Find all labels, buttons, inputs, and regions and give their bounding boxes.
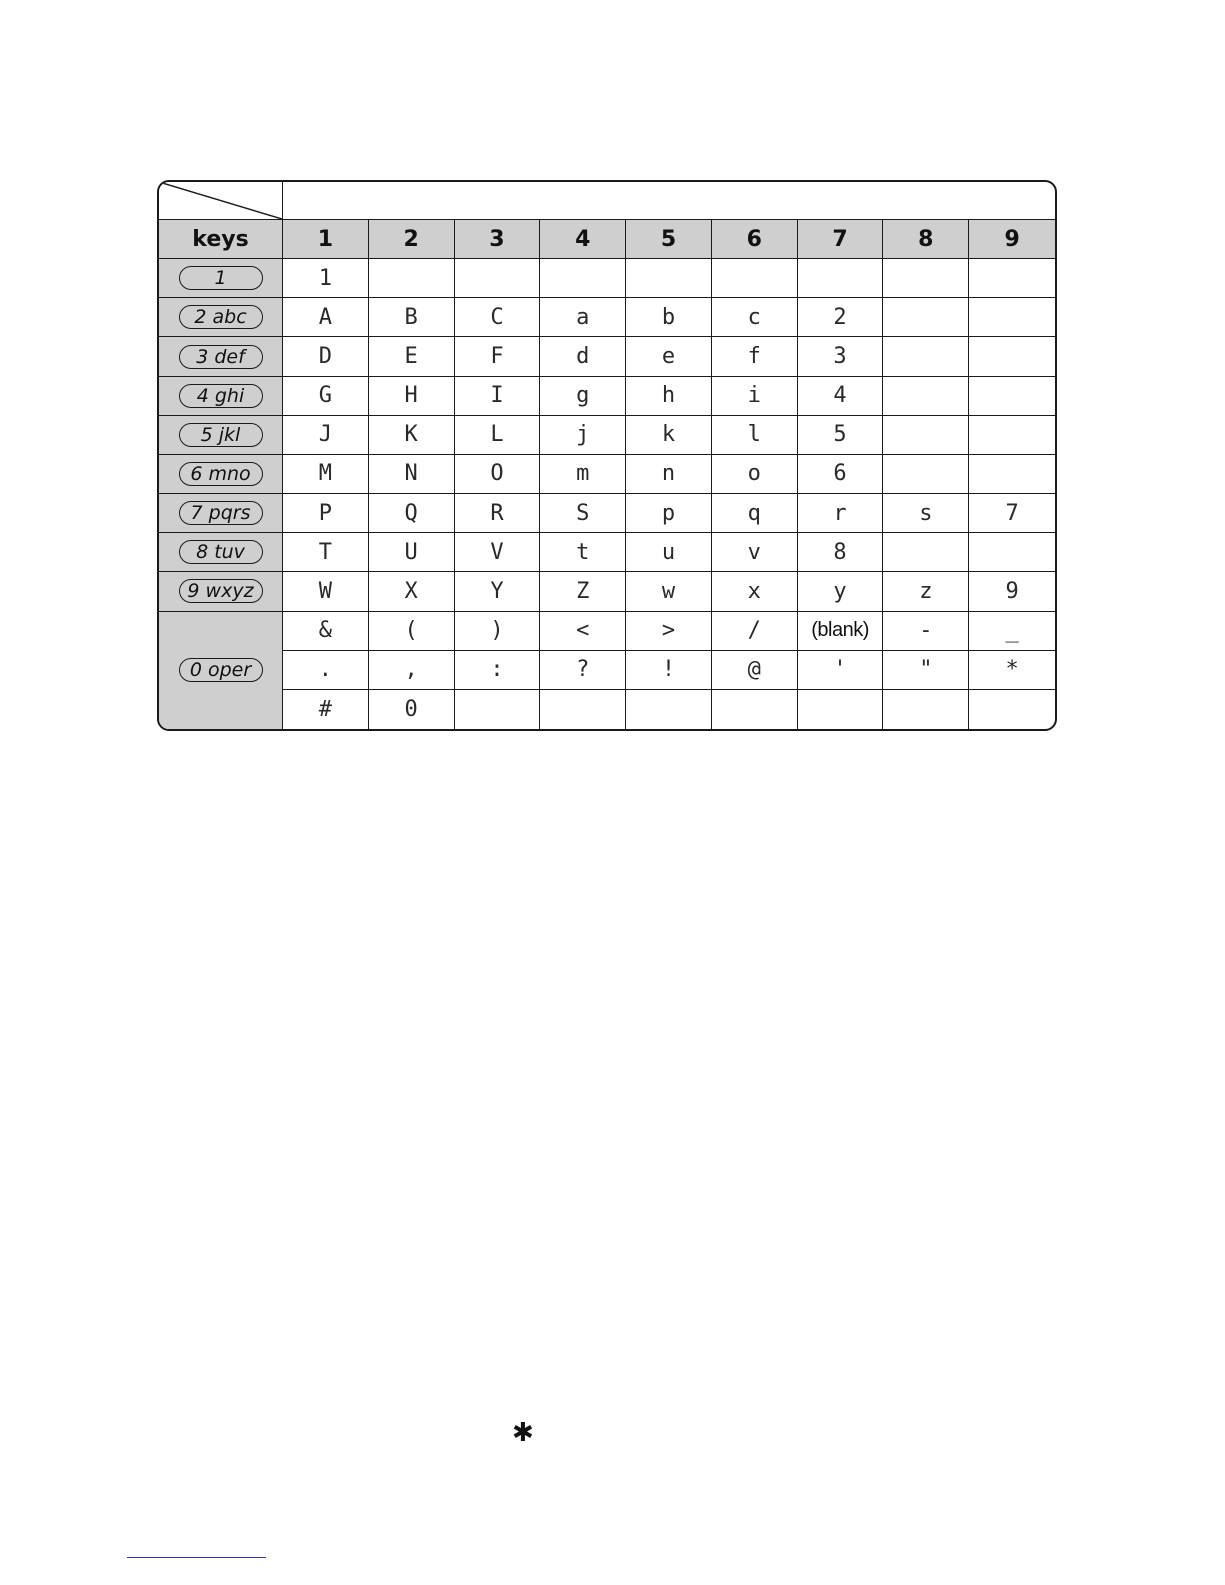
char-cell: b [626,298,712,337]
char-cell: ? [540,651,626,690]
char-cell [969,259,1055,298]
char-cell: Y [455,572,541,611]
char-cell: C [455,298,541,337]
char-cell: : [455,651,541,690]
char-cell [883,337,969,376]
char-cell: Z [540,572,626,611]
char-cell: M [283,455,369,494]
char-cell [969,690,1055,729]
char-cell: D [283,337,369,376]
char-cell: / [712,612,798,651]
char-cell: F [455,337,541,376]
char-cell: 4 [798,377,884,416]
press-count-header: 9 [969,220,1055,259]
key-cell-1 [159,259,283,298]
table-corner [159,182,283,220]
press-count-header: 6 [712,220,798,259]
char-cell: ! [626,651,712,690]
char-cell [969,416,1055,455]
char-cell [369,259,455,298]
char-cell: B [369,298,455,337]
char-cell: f [712,337,798,376]
char-cell: _ [969,612,1055,651]
key-cell-2 [159,298,283,337]
char-cell: g [540,377,626,416]
key-cell-0 [159,612,283,729]
key-1-button: 1 [179,266,263,290]
table-title-blank [283,182,1055,220]
key-9-button: 9 wxyz [179,579,263,603]
char-cell: H [369,377,455,416]
key-3-button: 3 def [179,345,263,369]
char-cell: X [369,572,455,611]
char-cell [969,533,1055,572]
press-count-header: 2 [369,220,455,259]
char-cell: > [626,612,712,651]
char-cell: S [540,494,626,533]
char-cell [712,259,798,298]
char-cell: 6 [798,455,884,494]
char-cell: P [283,494,369,533]
char-cell: E [369,337,455,376]
char-cell: U [369,533,455,572]
char-cell [883,533,969,572]
char-cell [455,690,541,729]
char-cell: 3 [798,337,884,376]
char-cell: K [369,416,455,455]
char-cell: c [712,298,798,337]
char-cell: A [283,298,369,337]
char-cell: e [626,337,712,376]
char-cell: w [626,572,712,611]
char-cell: 8 [798,533,884,572]
key-8-button: 8 tuv [179,540,263,564]
char-cell: ( [369,612,455,651]
char-cell: 7 [969,494,1055,533]
char-cell [712,690,798,729]
char-cell [883,259,969,298]
char-cell: h [626,377,712,416]
char-cell: N [369,455,455,494]
char-cell: k [626,416,712,455]
char-cell: ) [455,612,541,651]
char-cell: # [283,690,369,729]
char-cell [626,690,712,729]
char-cell: V [455,533,541,572]
char-cell [883,416,969,455]
char-cell [798,690,884,729]
press-count-header: 5 [626,220,712,259]
char-cell: W [283,572,369,611]
press-count-header: 4 [540,220,626,259]
corner-diagonal-line [159,182,282,219]
char-cell-blank-label: (blank) [798,612,884,651]
key-0-button: 0 oper [179,658,263,682]
char-cell: 9 [969,572,1055,611]
character-entry-table [157,180,1057,731]
char-cell [455,259,541,298]
char-cell: T [283,533,369,572]
char-cell: d [540,337,626,376]
press-count-header: 3 [455,220,541,259]
key-2-button: 2 abc [179,305,263,329]
key-cell-5 [159,416,283,455]
char-cell: v [712,533,798,572]
key-cell-4 [159,377,283,416]
char-cell: @ [712,651,798,690]
char-cell: p [626,494,712,533]
asterisk-icon: ✱ [512,1418,534,1448]
char-cell [969,455,1055,494]
char-cell: L [455,416,541,455]
char-cell [969,337,1055,376]
press-count-header: 7 [798,220,884,259]
char-cell [883,690,969,729]
char-cell: z [883,572,969,611]
char-cell: m [540,455,626,494]
key-cell-3 [159,337,283,376]
press-count-header: 1 [283,220,369,259]
char-cell: 2 [798,298,884,337]
key-7-button: 7 pqrs [179,501,263,525]
char-cell: l [712,416,798,455]
key-4-button: 4 ghi [179,384,263,408]
char-cell: & [283,612,369,651]
char-cell: O [455,455,541,494]
key-cell-6 [159,455,283,494]
footer-divider [127,1557,266,1558]
char-cell: G [283,377,369,416]
char-cell: , [369,651,455,690]
char-cell: o [712,455,798,494]
char-cell: u [626,533,712,572]
char-cell [883,455,969,494]
char-cell [969,377,1055,416]
char-cell: I [455,377,541,416]
char-cell: q [712,494,798,533]
char-cell: R [455,494,541,533]
char-cell [540,690,626,729]
char-cell: 0 [369,690,455,729]
char-cell: 1 [283,259,369,298]
char-cell: x [712,572,798,611]
char-cell: s [883,494,969,533]
char-cell: Q [369,494,455,533]
key-cell-8 [159,533,283,572]
char-cell [969,298,1055,337]
char-cell: * [969,651,1055,690]
char-cell: " [883,651,969,690]
key-cell-7 [159,494,283,533]
char-cell: j [540,416,626,455]
char-cell: a [540,298,626,337]
char-cell: t [540,533,626,572]
char-cell: < [540,612,626,651]
char-cell [883,298,969,337]
char-cell: i [712,377,798,416]
char-cell: 5 [798,416,884,455]
char-cell: n [626,455,712,494]
key-5-button: 5 jkl [179,423,263,447]
char-cell: - [883,612,969,651]
char-cell: ' [798,651,884,690]
press-count-header: 8 [883,220,969,259]
char-cell: y [798,572,884,611]
char-cell [540,259,626,298]
char-cell: r [798,494,884,533]
char-cell [883,377,969,416]
key-6-button: 6 mno [179,462,263,486]
char-cell: J [283,416,369,455]
keys-header: keys [159,220,283,259]
char-cell [798,259,884,298]
key-cell-9 [159,572,283,611]
char-cell [626,259,712,298]
char-cell: . [283,651,369,690]
